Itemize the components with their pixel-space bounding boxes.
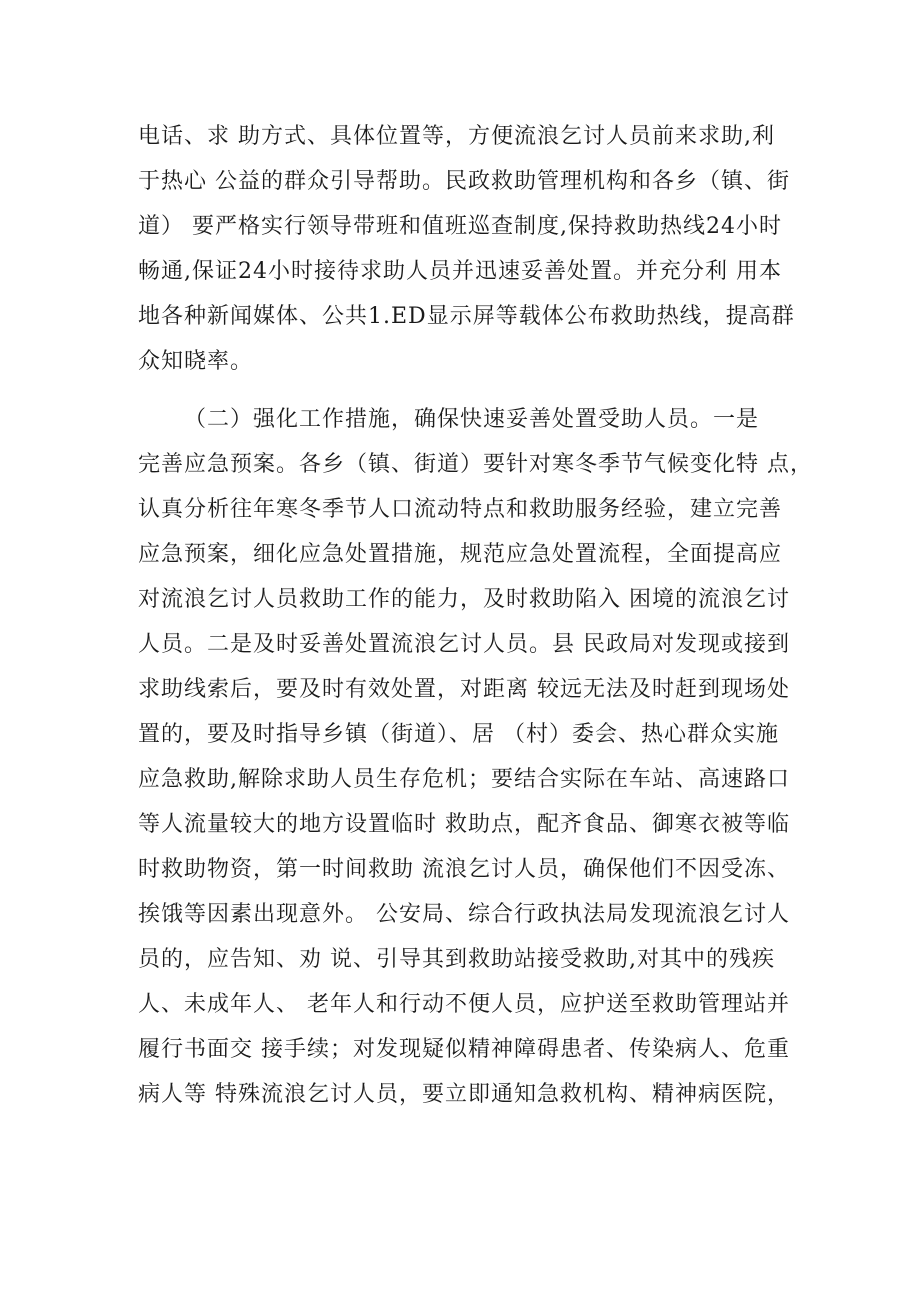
text-line: 应急预案，细化应急处置措施，规范应急处置流程，全面提高应	[138, 542, 783, 567]
text-line: 置的，要及时指导乡镇（街道）、居 （村）委会、热心群众实施	[138, 722, 779, 747]
text-line: 道） 要严格实行领导带班和值班巡查制度,保持救助热线24小时	[138, 214, 782, 239]
text-line: 挨饿等因素出现意外。 公安局、综合行政执法局发现流浪乞讨人	[138, 902, 790, 927]
paragraph-heading-line: （二）强化工作措施，确保快速妥善处置受助人员。一是	[184, 407, 760, 432]
text-line: 等人流量较大的地方设置临时 救助点，配齐食品、御寒衣被等临	[138, 812, 790, 837]
text-line: 电话、求 助方式、具体位置等，方便流浪乞讨人员前来求助,利	[138, 124, 775, 149]
text-line: 众知晓率。	[138, 349, 254, 374]
text-line: 畅通,保证24小时接待求助人员并迅速妥善处置。并充分利 用本	[138, 259, 782, 284]
text-line: 于热心 公益的群众引导帮助。民政救助管理机构和各乡（镇、街	[138, 169, 790, 194]
text-line: 病人等 特殊流浪乞讨人员，要立即通知急救机构、精神病医院，	[138, 1082, 790, 1107]
text-line: 人员。二是及时妥善处置流浪乞讨人员。县 民政局对发现或接到	[138, 632, 790, 657]
text-line: 员的，应告知、劝 说、引导其到救助站接受救助,对其中的残疾	[138, 947, 775, 972]
text-line: 认真分析往年寒冬季节人口流动特点和救助服务经验，建立完善	[138, 497, 783, 522]
text-line: 求助线索后，要及时有效处置，对距离 较远无法及时赶到现场处	[138, 677, 790, 702]
text-line: 完善应急预案。各乡（镇、街道）要针对寒冬季节气候变化特 点，	[138, 452, 813, 477]
text-line: 对流浪乞讨人员救助工作的能力，及时救助陷入 困境的流浪乞讨	[138, 587, 790, 612]
text-line: 人、未成年人、 老年人和行动不便人员，应护送至救助管理站并	[138, 992, 790, 1017]
text-line: 地各种新闻媒体、公共1.ED显示屏等载体公布救助热线，提高群	[138, 304, 795, 329]
text-line: 履行书面交 接手续；对发现疑似精神障碍患者、传染病人、危重	[138, 1037, 790, 1062]
text-line: 应急救助,解除求助人员生存危机；要结合实际在车站、高速路口	[138, 767, 790, 792]
text-line: 时救助物资，第一时间救助 流浪乞讨人员，确保他们不因受冻、	[138, 857, 790, 882]
